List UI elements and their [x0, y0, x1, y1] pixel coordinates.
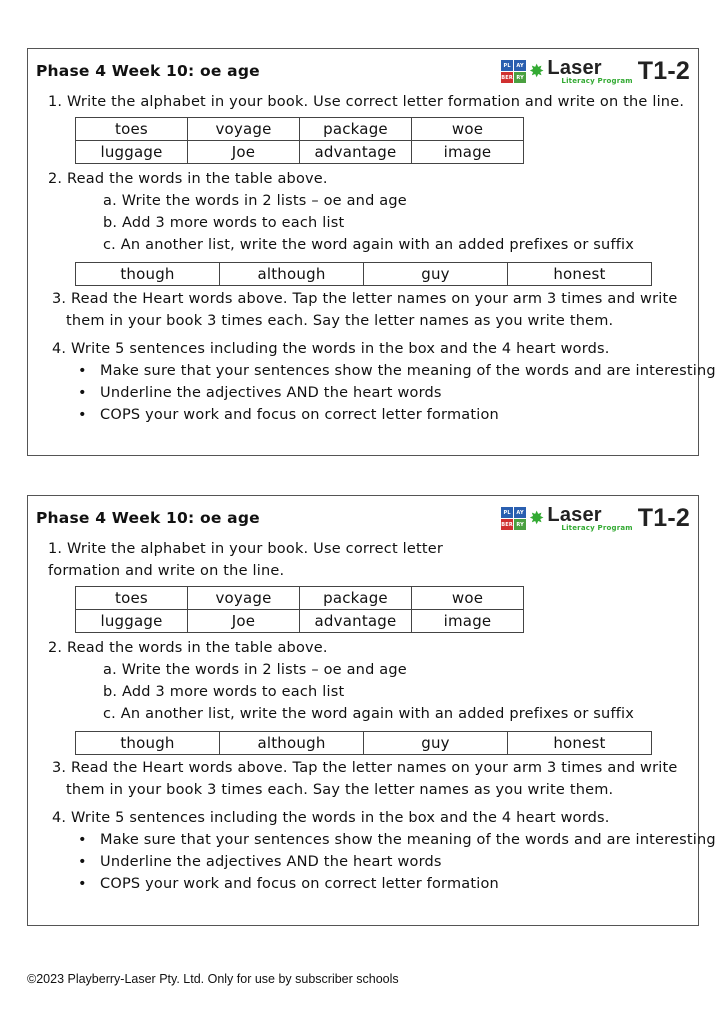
heart-word-cell: guy	[364, 732, 508, 755]
word-cell: package	[300, 118, 412, 141]
word-cell: Joe	[188, 610, 300, 633]
worksheet-card	[27, 48, 716, 456]
instruction-3: them in your book 3 times each. Say the letter names as you write them.	[66, 313, 614, 329]
heart-word-cell: though	[76, 732, 220, 755]
puzzle-piece: BER	[501, 519, 513, 530]
word-cell: image	[412, 141, 524, 164]
word-table	[75, 586, 524, 633]
starburst-icon: ✸	[529, 60, 545, 82]
word-cell: toes	[76, 587, 188, 610]
heart-words-table	[75, 262, 652, 286]
bullet-item: • COPS your work and focus on correct letter formation	[78, 873, 698, 895]
instruction-2-sub: c. An another list, write the word again with an added prefixes or suffix	[103, 237, 635, 253]
puzzle-piece: RY	[514, 72, 526, 83]
instruction-4: 4. Write 5 sentences including the words in the box and the 4 heart words.	[52, 810, 610, 826]
logo-tagline: Literacy Program	[561, 524, 633, 532]
laser-logo	[501, 504, 690, 533]
puzzle-piece: PL	[501, 507, 513, 518]
instruction-3: them in your book 3 times each. Say the letter names as you write them.	[66, 782, 614, 798]
word-cell: woe	[412, 587, 524, 610]
bullet-item: • Underline the adjectives AND the heart words	[78, 382, 698, 404]
word-cell: woe	[412, 118, 524, 141]
bullet-item: • Make sure that your sentences show the meaning of the words and are interesting	[78, 360, 698, 382]
instruction-2: 2. Read the words in the table above.	[48, 171, 328, 187]
word-cell: voyage	[188, 118, 300, 141]
table-row	[76, 263, 652, 286]
word-cell: advantage	[300, 610, 412, 633]
heart-word-cell: honest	[508, 263, 652, 286]
bullet-item: • Make sure that your sentences show the meaning of the words and are interesting	[78, 829, 698, 851]
heart-word-cell: although	[220, 263, 364, 286]
word-cell: luggage	[76, 141, 188, 164]
puzzle-icon	[501, 60, 526, 83]
logo-brand: Laser	[547, 504, 602, 526]
instruction-4-bullets	[28, 829, 716, 895]
puzzle-piece: RY	[514, 519, 526, 530]
instruction-2-sub: a. Write the words in 2 lists – oe and age	[103, 193, 407, 209]
instruction-2-sub: c. An another list, write the word again with an added prefixes or suffix	[103, 706, 635, 722]
heart-word-cell: guy	[364, 263, 508, 286]
instruction-2: 2. Read the words in the table above.	[48, 640, 328, 656]
word-cell: package	[300, 587, 412, 610]
table-row	[76, 732, 652, 755]
word-cell: image	[412, 610, 524, 633]
table-row	[76, 610, 524, 633]
worksheet-card	[27, 495, 716, 926]
word-cell: voyage	[188, 587, 300, 610]
heart-word-cell: honest	[508, 732, 652, 755]
heart-word-cell: though	[76, 263, 220, 286]
puzzle-piece: BER	[501, 72, 513, 83]
logo-tagline: Literacy Program	[561, 77, 633, 85]
instruction-3: 3. Read the Heart words above. Tap the letter names on your arm 3 times and write	[52, 291, 678, 307]
starburst-icon: ✸	[529, 507, 545, 529]
worksheet-title: Phase 4 Week 10: oe age	[36, 509, 260, 527]
heart-word-cell: although	[220, 732, 364, 755]
instruction-1: 1. Write the alphabet in your book. Use correct letter formation and write on the line.	[48, 94, 685, 110]
table-row	[76, 141, 524, 164]
puzzle-piece: PL	[501, 60, 513, 71]
logo-level: T1-2	[637, 504, 690, 532]
logo-brand: Laser	[547, 57, 602, 79]
logo-level: T1-2	[637, 57, 690, 85]
word-cell: luggage	[76, 610, 188, 633]
worksheet-title: Phase 4 Week 10: oe age	[36, 62, 260, 80]
instruction-1: 1. Write the alphabet in your book. Use correct letter formation and write on the line.	[48, 541, 444, 579]
table-row	[76, 118, 524, 141]
word-cell: toes	[76, 118, 188, 141]
instruction-2-sub: b. Add 3 more words to each list	[103, 684, 345, 700]
puzzle-piece: AY	[514, 507, 526, 518]
word-table	[75, 117, 524, 164]
heart-words-table	[75, 731, 652, 755]
instruction-3: 3. Read the Heart words above. Tap the letter names on your arm 3 times and write	[52, 760, 678, 776]
bullet-item: • COPS your work and focus on correct letter formation	[78, 404, 698, 426]
word-cell: Joe	[188, 141, 300, 164]
word-cell: advantage	[300, 141, 412, 164]
bullet-item: • Underline the adjectives AND the heart words	[78, 851, 698, 873]
puzzle-piece: AY	[514, 60, 526, 71]
puzzle-icon	[501, 507, 526, 530]
instruction-4: 4. Write 5 sentences including the words in the box and the 4 heart words.	[52, 341, 610, 357]
instruction-2-sub: a. Write the words in 2 lists – oe and age	[103, 662, 407, 678]
instruction-4-bullets	[28, 360, 716, 426]
copyright-footer: ©2023 Playberry-Laser Pty. Ltd. Only for use by subscriber schools	[27, 972, 399, 986]
laser-logo	[501, 57, 690, 86]
table-row	[76, 587, 524, 610]
instruction-2-sub: b. Add 3 more words to each list	[103, 215, 345, 231]
